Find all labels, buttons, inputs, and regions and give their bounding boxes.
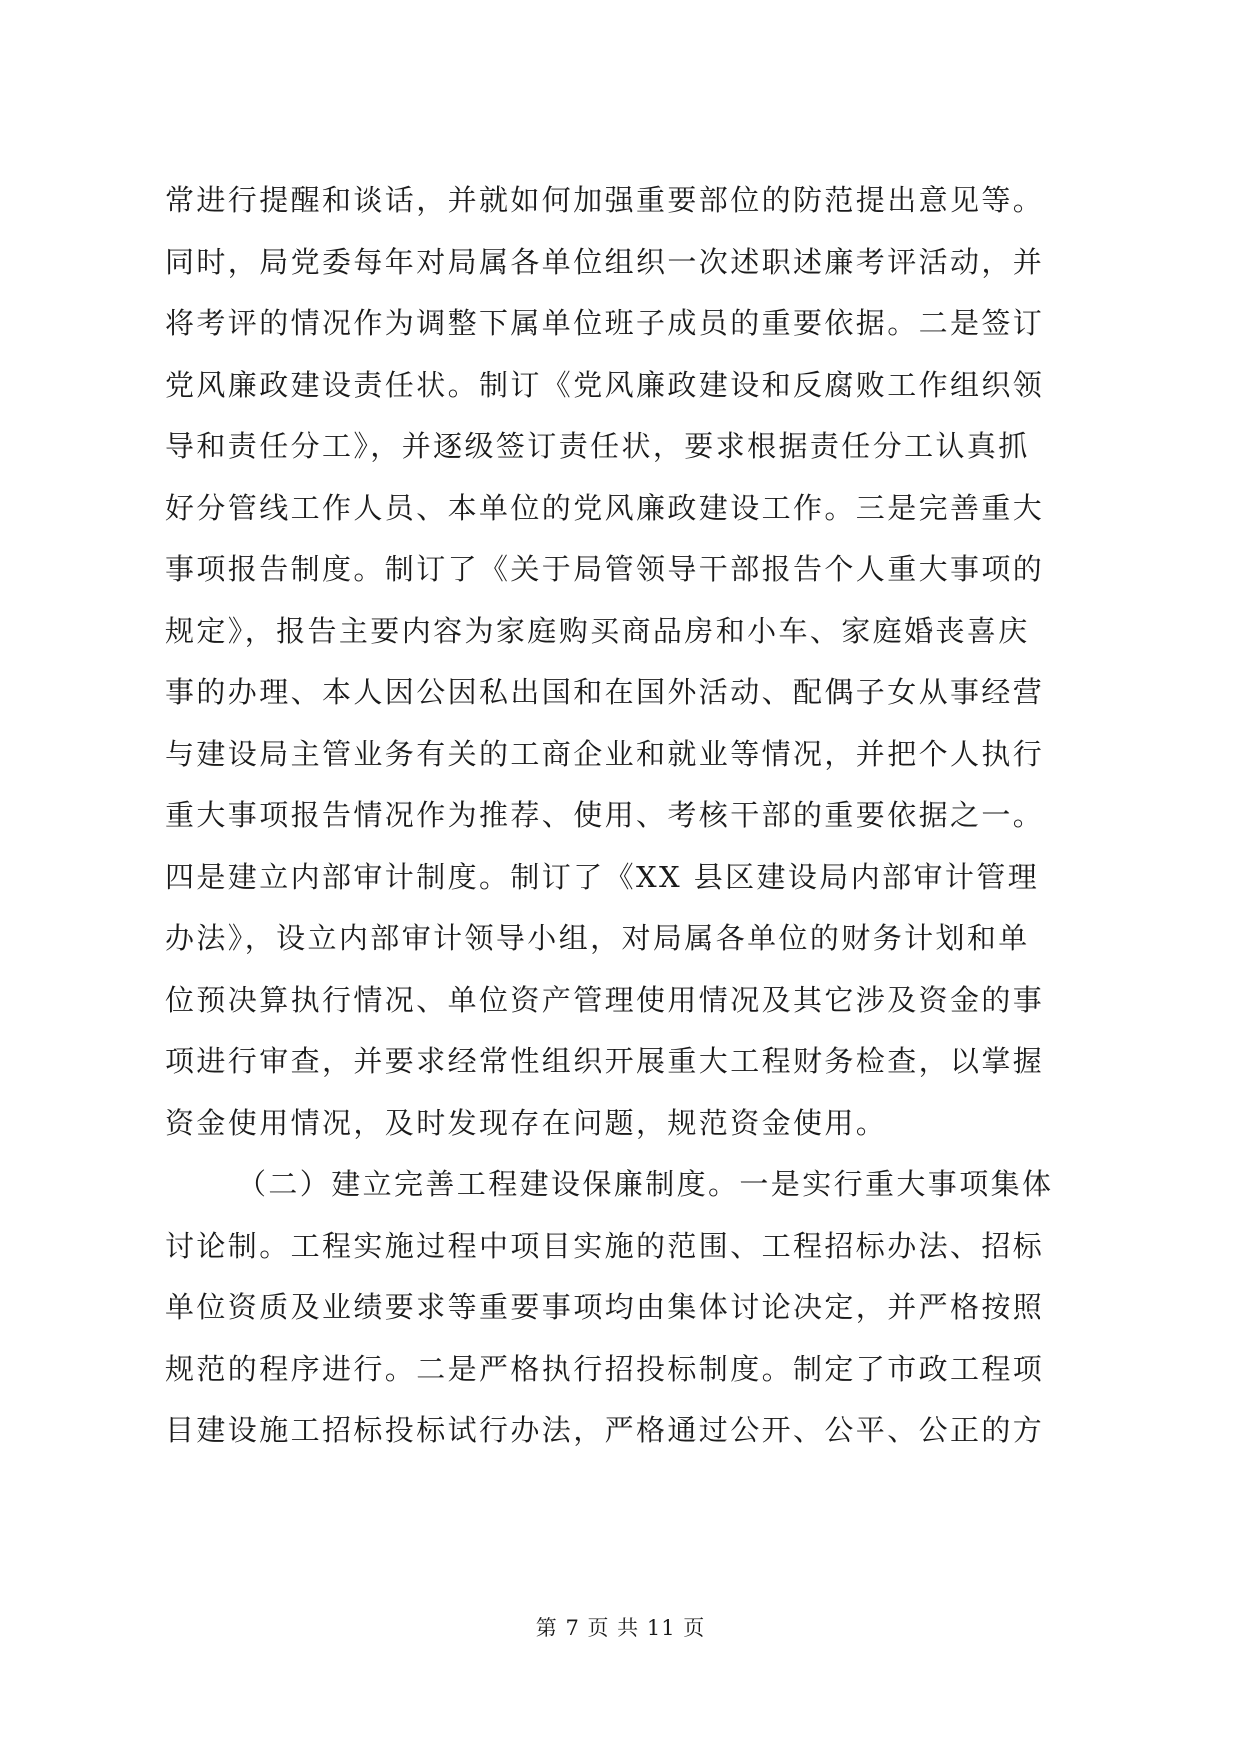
page-number-footer: 第 7 页 共 11 页 [535, 1616, 706, 1640]
text-line: 将考评的情况作为调整下属单位班子成员的重要依据。二是签订 [165, 306, 1045, 340]
text-line: 办法》，设立内部审计领导小组，对局属各单位的财务计划和单 [165, 921, 1030, 955]
text-line: 事项报告制度。制订了《关于局管领导干部报告个人重大事项的 [165, 552, 1045, 586]
body-text [165, 170, 1085, 1462]
text-line: 同时，局党委每年对局属各单位组织一次述职述廉考评活动，并 [165, 244, 1045, 279]
text-line: 好分管线工作人员、本单位的党风廉政建设工作。三是完善重大 [165, 490, 1045, 525]
text-line: 常进行提醒和谈话，并就如何加强重要部位的防范提出意见等。 [165, 183, 1045, 217]
text-line: 党风廉政建设责任状。制订《党风廉政建设和反腐败工作组织领 [165, 367, 1045, 402]
text-line: 项进行审查，并要求经常性组织开展重大工程财务检查，以掌握 [165, 1044, 1045, 1078]
text-line: 资金使用情况，及时发现存在问题，规范资金使用。 [165, 1105, 888, 1140]
text-line: 导和责任分工》，并逐级签订责任状，要求根据责任分工认真抓 [165, 429, 1030, 463]
text-line: 讨论制。工程实施过程中项目实施的范围、工程招标办法、招标 [165, 1228, 1045, 1263]
text-line: 规定》，报告主要内容为家庭购买商品房和小车、家庭婚丧喜庆 [165, 613, 1030, 648]
text-line: 单位资质及业绩要求等重要事项均由集体讨论决定，并严格按照 [165, 1290, 1045, 1324]
text-line: 重大事项报告情况作为推荐、使用、考核干部的重要依据之一。 [165, 798, 1045, 832]
section-heading-line: （二）建立完善工程建设保廉制度。一是实行重大事项集体 [237, 1167, 1054, 1201]
text-line: 四是建立内部审计制度。制订了《XX 县区建设局内部审计管理 [165, 859, 1040, 894]
text-line: 规范的程序进行。二是严格执行招投标制度。制定了市政工程项 [165, 1351, 1045, 1386]
text-line: 与建设局主管业务有关的工商企业和就业等情况，并把个人执行 [165, 736, 1045, 771]
text-line: 位预决算执行情况、单位资产管理使用情况及其它涉及资金的事 [165, 982, 1045, 1017]
text-line: 事的办理、本人因公因私出国和在国外活动、配偶子女从事经营 [165, 675, 1045, 709]
text-line: 目建设施工招标投标试行办法，严格通过公开、公平、公正的方 [165, 1413, 1045, 1447]
